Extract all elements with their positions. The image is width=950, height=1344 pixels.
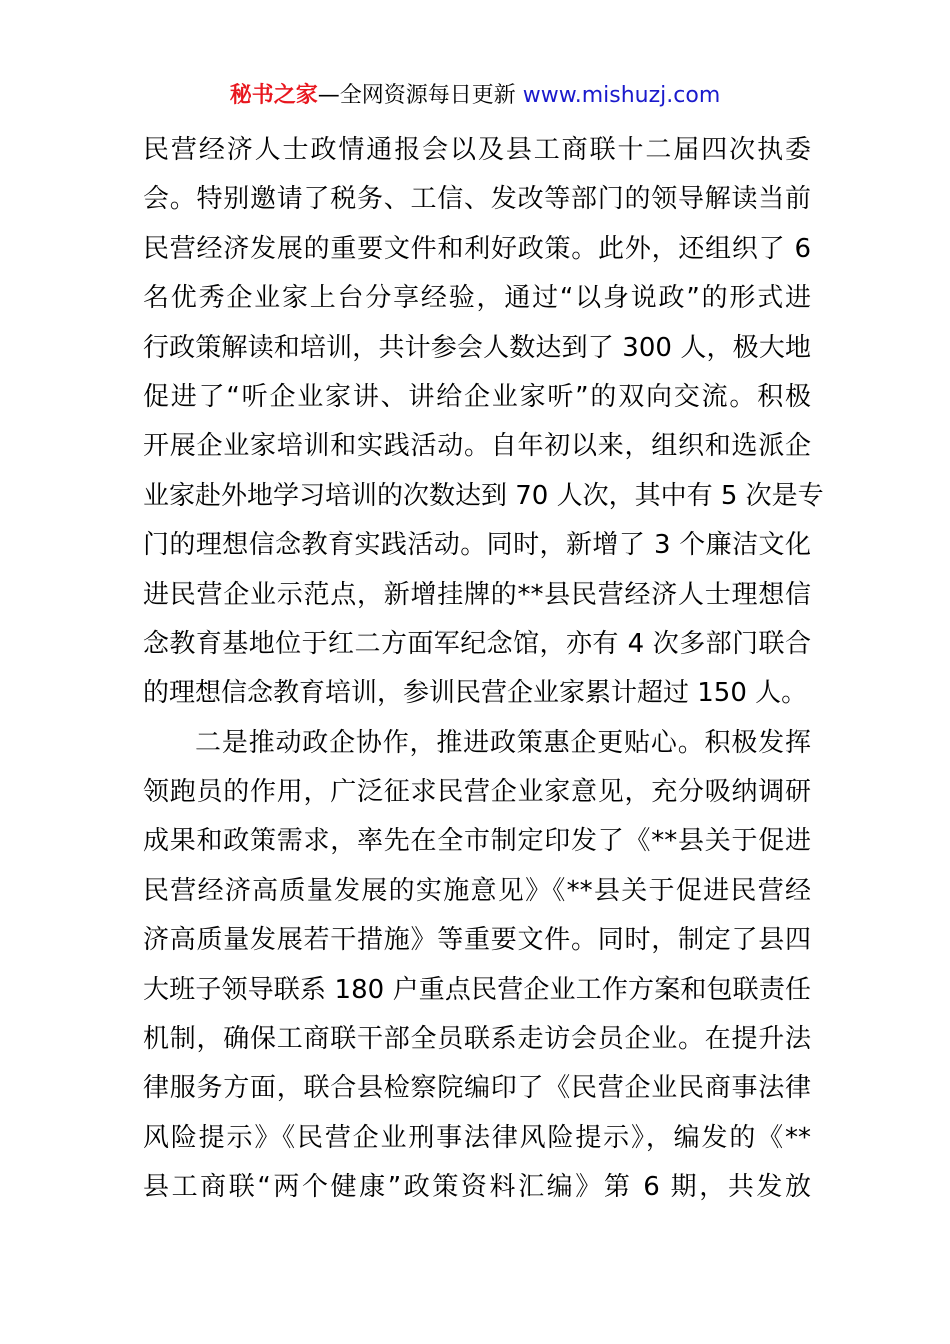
text-line: 开展企业家培训和实践活动。自年初以来，组织和选派企 xyxy=(143,431,811,462)
paragraph-start-line: 二是推动政企协作，推进政策惠企更贴心。积极发挥 xyxy=(195,727,811,758)
text-line: 进民营企业示范点，新增挂牌的**县民营经济人士理想信 xyxy=(143,579,811,610)
text-line: 民营经济人士政情通报会以及县工商联十二届四次执委 xyxy=(143,135,811,165)
text-line: 念教育基地位于红二方面军纪念馆，亦有 4 次多部门联合 xyxy=(143,628,811,659)
paragraph-end-line: 的理想信念教育培训，参训民营企业家累计超过 150 人。 xyxy=(143,678,808,709)
text-line: 促进了“听企业家讲、讲给企业家听”的双向交流。积极 xyxy=(143,381,811,412)
text-line: 领跑员的作用，广泛征求民营企业家意见，充分吸纳调研 xyxy=(143,777,811,808)
text-line: 济高质量发展若干措施》等重要文件。同时，制定了县四 xyxy=(143,925,811,956)
text-line: 名优秀企业家上台分享经验，通过“以身说政”的形式进 xyxy=(143,283,811,314)
watermark-header xyxy=(0,80,950,112)
text-line: 民营经济发展的重要文件和利好政策。此外，还组织了 6 xyxy=(143,233,811,264)
brand-tagline: —全网资源每日更新 xyxy=(317,83,516,108)
text-line: 机制，确保工商联干部全员联系走访会员企业。在提升法 xyxy=(143,1024,811,1055)
text-line: 门的理想信念教育实践活动。同时，新增了 3 个廉洁文化 xyxy=(143,530,811,561)
site-url[interactable]: www.mishuzj.com xyxy=(522,83,721,108)
brand-name: 秘书之家 xyxy=(229,83,318,108)
text-line: 民营经济高质量发展的实施意见》《**县关于促进民营经 xyxy=(143,875,811,906)
document-body xyxy=(143,126,824,1213)
text-line: 县工商联“两个健康”政策资料汇编》第 6 期，共发放 xyxy=(143,1172,811,1203)
text-line: 业家赴外地学习培训的次数达到 70 人次，其中有 5 次是专 xyxy=(143,480,824,511)
text-line: 行政策解读和培训，共计参会人数达到了 300 人，极大地 xyxy=(143,332,811,363)
text-line: 大班子领导联系 180 户重点民营企业工作方案和包联责任 xyxy=(143,974,811,1005)
text-line: 风险提示》《民营企业刑事法律风险提示》，编发的《** xyxy=(143,1122,811,1153)
text-line: 会。特别邀请了税务、工信、发改等部门的领导解读当前 xyxy=(143,184,811,215)
text-line: 成果和政策需求，率先在全市制定印发了《**县关于促进 xyxy=(143,826,811,857)
text-line: 律服务方面，联合县检察院编印了《民营企业民商事法律 xyxy=(143,1073,811,1104)
